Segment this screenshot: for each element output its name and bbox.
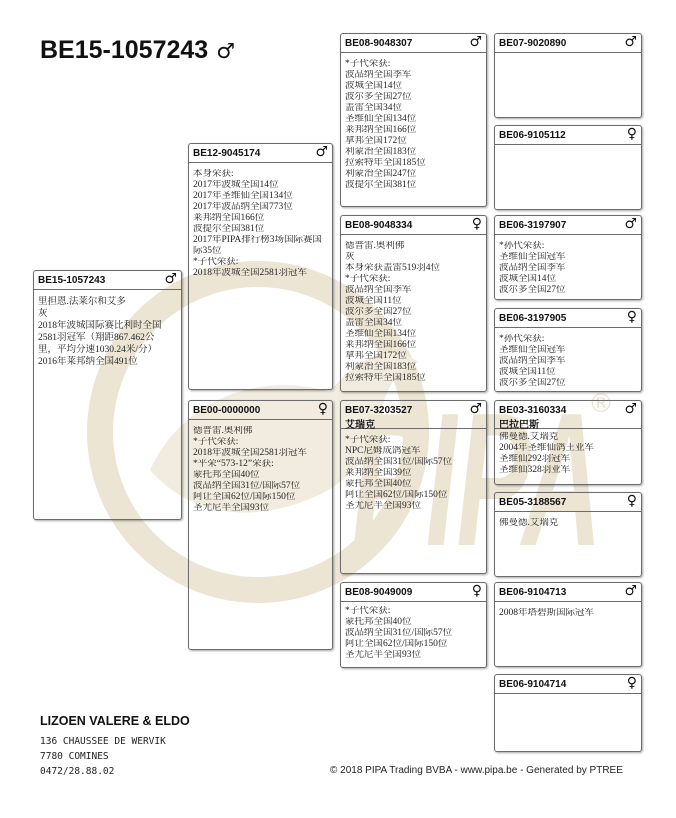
- info-line: 2018年波城国际赛比利时全国: [38, 321, 162, 331]
- info-line: 2017年圣维仙全国134位: [193, 191, 293, 201]
- pigeon-name: 巴拉巴斯: [499, 420, 539, 431]
- owner-phone: 0472/28.88.02: [40, 766, 115, 777]
- info-line: *子代荣获:: [345, 59, 391, 69]
- info-line: 波品纳全国31位/国际57位: [345, 628, 453, 638]
- page-title: [40, 36, 235, 65]
- info-line: 波品纳全国31位/国际57位: [345, 457, 453, 467]
- pedigree-box-great-grandparent-4: [494, 308, 642, 392]
- info-line: 圣维仙全国134位: [345, 114, 417, 124]
- info-line: 2018年波城全国2581羽冠军: [193, 268, 308, 278]
- info-line: 波尔多全国27位: [345, 307, 412, 317]
- info-line: 莱邦纳全国166位: [345, 340, 417, 350]
- box-body: [341, 429, 486, 512]
- ring-number: BE06-3197905: [499, 313, 567, 324]
- pedigree-box-great-grandparent-1: [494, 33, 642, 118]
- info-line: 利蒙治全国183位: [345, 362, 417, 372]
- owner-name: LIZOEN VALERE & ELDO: [40, 714, 190, 728]
- box-body: [495, 235, 641, 296]
- pedigree-box-subject: [33, 270, 182, 520]
- info-line: 拿邦全国172位: [345, 351, 407, 361]
- info-line: 波品纳全国季军: [499, 356, 566, 366]
- box-body: [495, 602, 641, 619]
- info-line: 蒙托邦全国40位: [345, 617, 412, 627]
- box-body: [341, 602, 486, 661]
- info-line: 莱邦纳全国166位: [193, 213, 265, 223]
- pedigree-box-dam: [188, 400, 333, 650]
- ring-number: BE06-9105112: [499, 130, 566, 141]
- male-icon: ♂: [624, 401, 637, 417]
- info-line: 莱邦纳全国166位: [345, 125, 417, 135]
- ring-number: BE07-3203527: [345, 405, 413, 416]
- pedigree-box-grandsire-paternal: [340, 33, 487, 207]
- pigeon-name: 艾瑞克: [345, 420, 375, 431]
- info-line: 本身荣获:: [193, 169, 234, 179]
- ring-number: BE06-3197907: [499, 220, 567, 231]
- info-line: 佛曼德.艾瑞克: [499, 432, 559, 442]
- box-header: [341, 583, 486, 602]
- info-line: 2017年波城全国14位: [193, 180, 279, 190]
- female-icon: ♀: [317, 401, 328, 417]
- male-icon: ♂: [315, 144, 328, 160]
- box-header: [495, 216, 641, 235]
- ring-number: BE05-3188567: [499, 497, 567, 508]
- info-line: 圣尤尼半全国93位: [345, 650, 422, 660]
- watermark-registered-mark: ®: [588, 389, 614, 419]
- male-icon: ♂: [216, 39, 236, 63]
- info-line: 佛曼德.艾瑞克: [499, 518, 559, 528]
- info-line: 盖雷全国34位: [345, 103, 403, 113]
- info-line: 波提尔全国381位: [193, 224, 265, 234]
- info-line: 波尔多全国27位: [345, 92, 412, 102]
- pedigree-box-great-grandparent-5: [494, 400, 642, 485]
- info-line: 圣尤尼半全国93位: [345, 501, 422, 511]
- info-line: *子代荣获:: [345, 274, 391, 284]
- info-line: 阿让全国62位/国际150位: [345, 490, 448, 500]
- info-line: *孙代荣获:: [499, 334, 545, 344]
- box-body: [341, 235, 486, 384]
- ring-number: BE08-9048334: [345, 220, 413, 231]
- info-line: 波尔多全国27位: [499, 285, 566, 295]
- box-header: [341, 216, 486, 235]
- box-body: [495, 512, 641, 529]
- info-line: 利蒙治全国183位: [345, 147, 417, 157]
- info-line: 际35位: [193, 246, 222, 256]
- info-line: 圣维仙全国134位: [345, 329, 417, 339]
- ring-number: BE08-9048307: [345, 38, 413, 49]
- info-line: 2004年圣维仙鸽王亚军: [499, 443, 595, 453]
- ring-number: BE03-3160334: [499, 405, 567, 416]
- info-line: 拉索特年全国185位: [345, 373, 426, 383]
- box-header: [495, 401, 641, 429]
- female-icon: ♀: [626, 675, 637, 691]
- pedigree-box-granddam-maternal: [340, 582, 487, 668]
- pedigree-box-great-grandparent-7: [494, 582, 642, 667]
- info-line: 波尔多全国27位: [499, 378, 566, 388]
- pedigree-box-great-grandparent-3: [494, 215, 642, 300]
- pedigree-box-great-grandparent-2: [494, 125, 642, 210]
- info-line: 波品纳全国季军: [345, 285, 412, 295]
- box-header: [341, 401, 486, 429]
- box-body: [34, 290, 181, 368]
- info-line: *孙代荣获:: [499, 241, 545, 251]
- info-line: 波品纳全国31位/国际57位: [193, 481, 301, 491]
- info-line: 2018年波城全国2581羽冠军: [193, 448, 308, 458]
- female-icon: ♀: [626, 493, 637, 509]
- watermark-text: PIPA: [352, 374, 602, 586]
- female-icon: ♀: [626, 126, 637, 142]
- info-line: 灰: [38, 309, 48, 319]
- info-line: 阿让全国62位/国际150位: [345, 639, 448, 649]
- box-header: [189, 401, 332, 420]
- ring-number: BE06-9104713: [499, 587, 567, 598]
- box-header: [495, 309, 641, 328]
- info-line: 波城全国11位: [345, 296, 402, 306]
- info-line: 圣尤尼半全国93位: [193, 503, 270, 513]
- ring-number: BE07-9020890: [499, 38, 567, 49]
- info-line: 利蒙治全国247位: [345, 169, 417, 179]
- info-line: 德普雷.奥利佛: [345, 241, 405, 251]
- info-line: 2008年塔碧斯国际冠军: [499, 608, 595, 618]
- copyright-notice: © 2018 PIPA Trading BVBA - www.pipa.be - Generated by PTREE: [330, 765, 623, 776]
- ring-number: BE08-9049009: [345, 587, 413, 598]
- ring-number: BE00-0000000: [193, 405, 261, 416]
- info-line: 蒙托邦全国40位: [345, 479, 412, 489]
- box-header: [495, 493, 641, 512]
- box-body: [189, 163, 332, 279]
- info-line: NPC尼姆成鸽冠军: [345, 446, 421, 456]
- box-header: [495, 34, 641, 53]
- box-body: [495, 429, 641, 476]
- info-line: 里担恩.法莱尔和艾多: [38, 297, 126, 307]
- female-icon: ♀: [471, 216, 482, 232]
- info-line: 波品纳全国季军: [499, 263, 566, 273]
- info-line: 拉索特年全国185位: [345, 158, 426, 168]
- box-header: [495, 126, 641, 145]
- info-line: 波城全国14位: [499, 274, 557, 284]
- info-line: 2581羽冠军（翔距867.462公: [38, 333, 155, 343]
- box-body: [189, 420, 332, 514]
- pedigree-box-sire: [188, 143, 333, 390]
- info-line: 拿邦全国172位: [345, 136, 407, 146]
- info-line: 2017年PIPA排行榜3场国际赛国: [193, 235, 322, 245]
- info-line: 本身荣获盖雷519羽4位: [345, 263, 441, 273]
- info-line: 盖雷全国34位: [345, 318, 403, 328]
- female-icon: ♀: [471, 583, 482, 599]
- ring-number: BE15-1057243: [38, 275, 106, 286]
- info-line: *子代荣获:: [193, 257, 239, 267]
- info-line: 2016年莱邦纳全国491位: [38, 357, 138, 367]
- info-line: 圣维仙292羽冠军: [499, 454, 571, 464]
- info-line: 德普雷.奥利佛: [193, 426, 253, 436]
- box-header: [495, 583, 641, 602]
- male-icon: ♂: [469, 401, 482, 417]
- box-header: [34, 271, 181, 290]
- box-body: [341, 53, 486, 191]
- ring-number: BE06-9104714: [499, 679, 567, 690]
- box-header: [189, 144, 332, 163]
- info-line: 莱邦纳全国39位: [345, 468, 412, 478]
- info-line: 里，平均分速1030.24米/分）: [38, 345, 158, 355]
- ring-number: BE12-9045174: [193, 148, 261, 159]
- title-ring-number: BE15-1057243: [40, 36, 209, 64]
- info-line: 圣维仙全国冠军: [499, 345, 566, 355]
- info-line: 波提尔全国381位: [345, 180, 417, 190]
- info-line: *平荣“573-12”荣获:: [193, 459, 274, 469]
- info-line: 蒙托邦全国40位: [193, 470, 260, 480]
- pedigree-box-great-grandparent-8: [494, 674, 642, 752]
- male-icon: ♂: [624, 583, 637, 599]
- info-line: 波品纳全国季军: [345, 70, 412, 80]
- female-icon: ♀: [626, 309, 637, 325]
- info-line: 灰: [345, 252, 355, 262]
- box-header: [495, 675, 641, 694]
- owner-address: 136 CHAUSSEE DE WERVIK: [40, 736, 166, 747]
- pedigree-box-grandsire-maternal: [340, 400, 487, 574]
- pedigree-box-great-grandparent-6: [494, 492, 642, 577]
- owner-city: 7780 COMINES: [40, 751, 109, 762]
- male-icon: ♂: [624, 34, 637, 50]
- male-icon: ♂: [469, 34, 482, 50]
- info-line: 波城全国14位: [345, 81, 403, 91]
- info-line: 圣维仙328羽亚军: [499, 465, 571, 475]
- male-icon: ♂: [164, 271, 177, 287]
- info-line: 圣维仙全国冠军: [499, 252, 566, 262]
- info-line: 波城全国11位: [499, 367, 556, 377]
- info-line: 2017年波品纳全国773位: [193, 202, 293, 212]
- box-body: [495, 328, 641, 389]
- info-line: *子代荣获:: [345, 435, 391, 445]
- male-icon: ♂: [624, 216, 637, 232]
- info-line: *子代荣获:: [345, 606, 391, 616]
- info-line: *子代荣获:: [193, 437, 239, 447]
- pedigree-box-granddam-paternal: [340, 215, 487, 392]
- info-line: 阿让全国62位/国际150位: [193, 492, 296, 502]
- box-header: [341, 34, 486, 53]
